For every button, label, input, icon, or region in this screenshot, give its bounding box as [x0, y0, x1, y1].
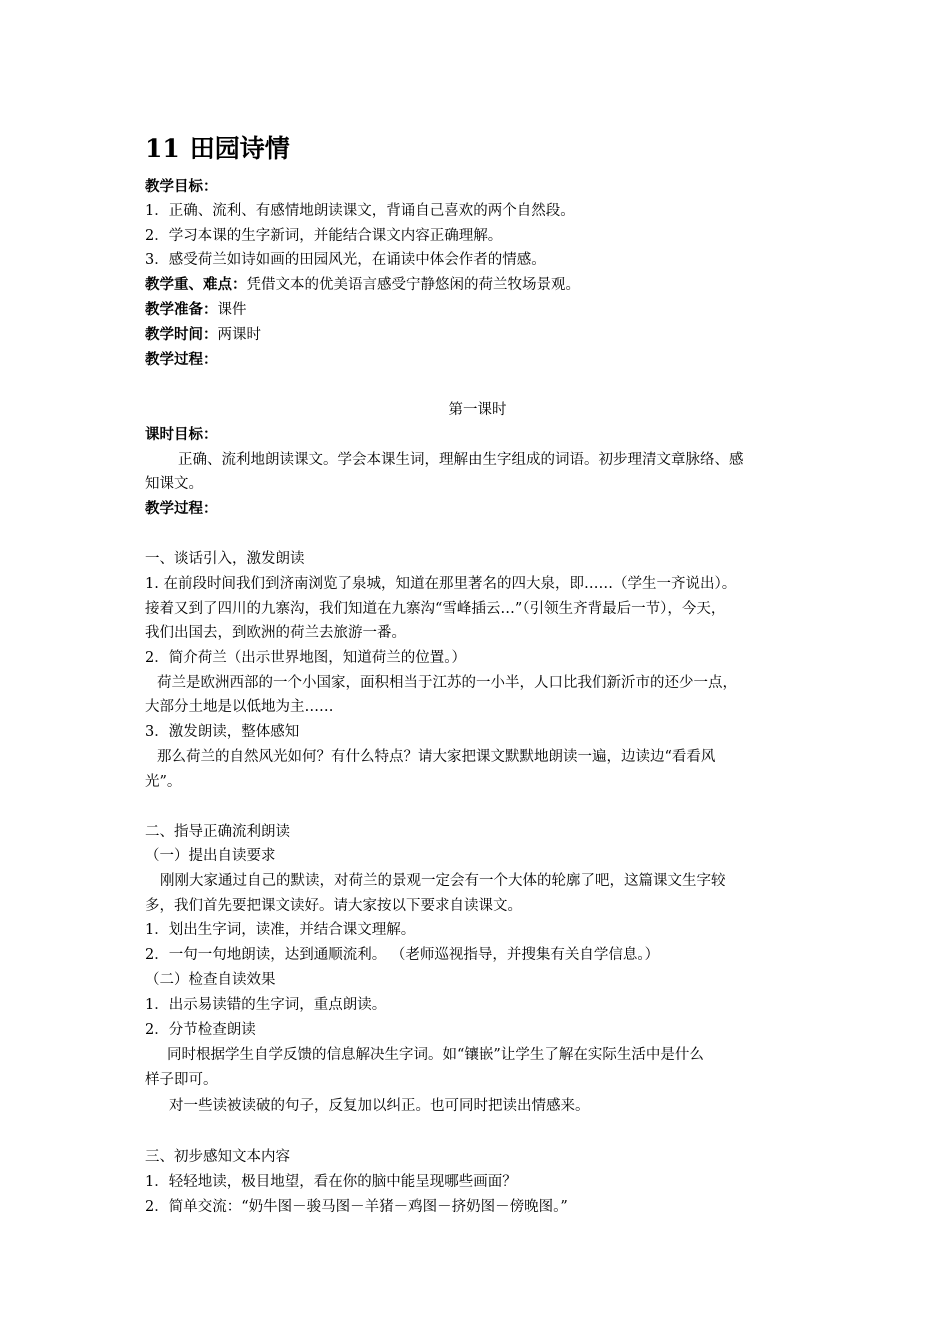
paragraph-line: 1．出示易读错的生字词，重点朗读。: [145, 997, 387, 1013]
teaching-time-text: 两课时: [217, 327, 261, 343]
goal-item: 3．感受荷兰如诗如画的田园风光，在诵读中体会作者的情感。: [145, 252, 546, 268]
paragraph-line: （一）提出自读要求: [145, 848, 276, 864]
paragraph-line: 2．分节检查朗读: [145, 1022, 256, 1038]
paragraph-line: 光”。: [145, 774, 182, 790]
lesson1-goal-text: 正确、流利地朗读课文。学会本课生词，理解由生字组成的词语。初步理清文章脉络、感: [178, 452, 744, 468]
paragraph-line: 多，我们首先要把课文读好。请大家按以下要求自读课文。: [145, 898, 522, 914]
lesson1-goal-text: 知课文。: [145, 476, 203, 492]
preparation-text: 课件: [217, 302, 247, 318]
paragraph-line: 2．简介荷兰（出示世界地图，知道荷兰的位置。）: [145, 650, 466, 666]
section2-heading: 二、指导正确流利朗读: [145, 824, 290, 840]
paragraph-line: 接着又到了四川的九寨沟，我们知道在九寨沟“雪峰插云…”（引领生齐背最后一节），今天，: [145, 601, 726, 617]
process-label: 教学过程：: [145, 351, 218, 368]
paragraph-line: （二）检查自读效果: [145, 972, 276, 988]
paragraph-line: 样子即可。: [145, 1072, 218, 1088]
paragraph-line: 刚刚大家通过自己的默读，对荷兰的景观一定会有一个大体的轮廓了吧，这篇课文生字较: [160, 873, 726, 889]
lesson1-heading: 第一课时: [448, 402, 507, 418]
teaching-time-label: 教学时间：: [145, 326, 218, 343]
teaching-time: [145, 323, 810, 348]
paragraph-line: 1. 在前段时间我们到济南浏览了泉城，知道在那里著名的四大泉，即……（学生一齐说出）。: [145, 576, 737, 592]
paragraph-line: 荷兰是欧洲西部的一个小国家，面积相当于江苏的一小半，人口比我们新沂市的还少一点，: [157, 675, 737, 691]
lesson-number: 11: [145, 134, 180, 163]
paragraph-line: 1．划出生字词，读准，并结合课文理解。: [145, 922, 416, 938]
key-points: [145, 273, 810, 298]
lesson1-goal-label: 课时目标：: [145, 426, 218, 443]
section3-heading: 三、初步感知文本内容: [145, 1149, 290, 1165]
section1-heading: 一、谈话引入，激发朗读: [145, 551, 305, 567]
paragraph-line: 同时根据学生自学反馈的信息解决生字词。如“镶嵌”让学生了解在实际生活中是什么: [167, 1047, 704, 1063]
paragraph-line: 2．简单交流：“奶牛图－骏马图－羊猪－鸡图－挤奶图－傍晚图。”: [145, 1199, 568, 1215]
paragraph-line: 大部分土地是以低地为主……: [145, 699, 334, 715]
goal-item: 1．正确、流利、有感情地朗读课文，背诵自己喜欢的两个自然段。: [145, 203, 575, 219]
paragraph-line: 1．轻轻地读，极目地望，看在你的脑中能呈现哪些画面？: [145, 1174, 517, 1190]
preparation-label: 教学准备：: [145, 301, 218, 318]
preparation: [145, 298, 810, 323]
paragraph-line: 那么荷兰的自然风光如何？有什么特点？请大家把课文默默地朗读一遍，边读边“看看风: [157, 749, 716, 765]
paragraph-line: 3．激发朗读，整体感知: [145, 724, 300, 740]
key-points-label: 教学重、难点：: [145, 276, 247, 293]
key-points-text: 凭借文本的优美语言感受宁静悠闲的荷兰牧场景观。: [246, 277, 580, 293]
paragraph-line: 2．一句一句地朗读，达到通顺流利。 （老师巡视指导，并搜集有关自学信息。）: [145, 947, 660, 963]
paragraph-line: 我们出国去，到欧洲的荷兰去旅游一番。: [145, 625, 406, 641]
goals-label: 教学目标：: [145, 178, 218, 195]
lesson-title-text: 田园诗情: [189, 134, 290, 163]
lesson1-process-label: 教学过程：: [145, 500, 218, 517]
paragraph-line: 对一些读被读破的句子，反复加以纠正。也可同时把读出情感来。: [169, 1098, 590, 1114]
lesson-title: [145, 132, 290, 166]
goal-item: 2．学习本课的生字新词，并能结合课文内容正确理解。: [145, 228, 503, 244]
